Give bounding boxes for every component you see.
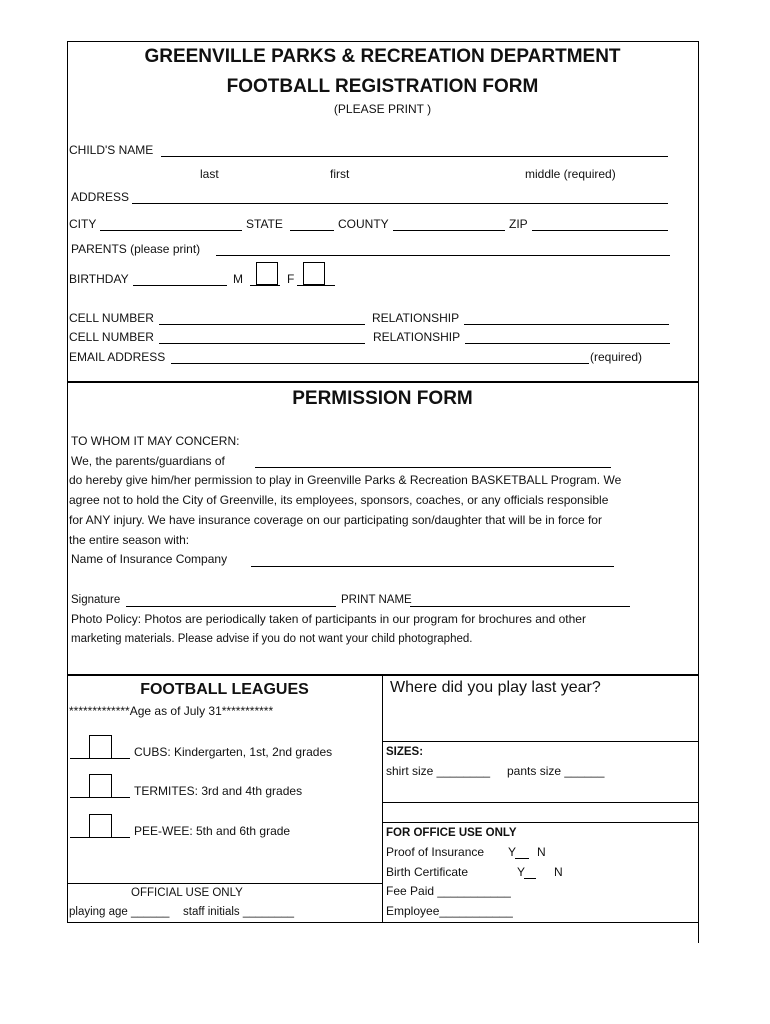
- permission-line-3: for ANY injury. We have insurance coverage on our participating son/daughter that will be in force for: [69, 513, 602, 527]
- print-name-field[interactable]: [410, 606, 630, 607]
- sizes-divider-2: [382, 822, 698, 823]
- office-use-title: FOR OFFICE USE ONLY: [386, 827, 517, 839]
- first-label: first: [330, 167, 350, 181]
- last-label: last: [200, 167, 219, 181]
- female-label: F: [287, 272, 295, 286]
- email-required-note: (required): [590, 350, 643, 364]
- address-label: ADDRESS: [71, 190, 130, 204]
- permission-line-2: agree not to hold the City of Greenville, its employees, sponsors, coaches, or any officials responsible: [69, 493, 609, 507]
- email-field[interactable]: [171, 363, 589, 364]
- birth-certificate-yes[interactable]: Y: [517, 865, 526, 879]
- childs-name-label: CHILD'S NAME: [69, 143, 154, 157]
- cell-number-label-2: CELL NUMBER: [69, 330, 154, 344]
- birth-certificate-no[interactable]: N: [554, 865, 563, 879]
- termites-checkbox[interactable]: [89, 774, 112, 798]
- city-label: CITY: [69, 217, 97, 231]
- cubs-label: CUBS: Kindergarten, 1st, 2nd grades: [134, 745, 333, 759]
- relationship-field-2[interactable]: [465, 343, 670, 344]
- state-field[interactable]: [290, 230, 334, 231]
- print-name-label: PRINT NAME: [341, 594, 412, 606]
- department-title: GREENVILLE PARKS & RECREATION DEPARTMENT: [144, 46, 621, 67]
- fee-paid-field[interactable]: Fee Paid ___________: [386, 884, 511, 898]
- birth-certificate-label: Birth Certificate: [386, 865, 469, 879]
- male-label: M: [233, 272, 243, 286]
- proof-insurance-label: Proof of Insurance: [386, 845, 485, 859]
- birthday-field[interactable]: [133, 285, 227, 286]
- cell-number-label-1: CELL NUMBER: [69, 311, 154, 325]
- peewee-checkbox[interactable]: [89, 814, 112, 838]
- state-label: STATE: [246, 217, 283, 231]
- insurance-field[interactable]: [251, 566, 614, 567]
- county-label: COUNTY: [338, 217, 389, 231]
- permission-line-1: do hereby give him/her permission to play in Greenville Parks & Recreation BASKETBALL Program. We: [69, 473, 622, 487]
- photo-policy-line-2: marketing materials. Please advise if you do not want your child photographed.: [71, 633, 473, 645]
- birthday-label: BIRTHDAY: [69, 272, 129, 286]
- cubs-checkbox[interactable]: [89, 735, 112, 759]
- proof-insurance-yes[interactable]: Y: [508, 845, 517, 859]
- leagues-column-divider: [382, 676, 383, 923]
- signature-label: Signature: [71, 594, 121, 606]
- print-note: (PLEASE PRINT ): [333, 102, 432, 116]
- permission-line-4: the entire season with:: [69, 533, 190, 547]
- relationship-label-1: RELATIONSHIP: [372, 311, 460, 325]
- playing-age-field[interactable]: playing age ______: [69, 906, 170, 918]
- signature-field[interactable]: [126, 606, 336, 607]
- zip-field[interactable]: [532, 230, 668, 231]
- male-checkbox[interactable]: [256, 262, 278, 285]
- frame-top: [67, 41, 698, 42]
- frame-right: [698, 41, 699, 943]
- staff-initials-field[interactable]: staff initials ________: [183, 906, 295, 918]
- address-field[interactable]: [132, 203, 668, 204]
- city-field[interactable]: [100, 230, 242, 231]
- sizes-divider-1: [382, 802, 698, 803]
- insurance-label: Name of Insurance Company: [71, 552, 228, 566]
- middle-label: middle (required): [525, 167, 616, 181]
- zip-label: ZIP: [509, 217, 528, 231]
- where-played-label: Where did you play last year?: [390, 679, 601, 696]
- relationship-field-1[interactable]: [464, 324, 669, 325]
- childs-name-field[interactable]: [161, 156, 668, 157]
- parents-label: PARENTS (please print): [71, 242, 201, 256]
- frame-left: [67, 41, 68, 922]
- employee-field[interactable]: Employee___________: [386, 904, 513, 918]
- leagues-title: FOOTBALL LEAGUES: [140, 681, 309, 698]
- county-field[interactable]: [393, 230, 505, 231]
- relationship-label-2: RELATIONSHIP: [373, 330, 461, 344]
- permission-title: PERMISSION FORM: [292, 388, 473, 409]
- sizes-label: SIZES:: [386, 746, 424, 758]
- female-checkbox[interactable]: [303, 262, 325, 285]
- shirt-size-field[interactable]: shirt size ________: [386, 764, 491, 778]
- parents-field[interactable]: [216, 255, 670, 256]
- frame-bottom-right: [382, 922, 698, 923]
- age-note: *************Age as of July 31***********: [69, 704, 274, 718]
- cell-number-field-1[interactable]: [159, 324, 365, 325]
- pants-size-field[interactable]: pants size ______: [507, 764, 605, 778]
- where-played-divider: [382, 741, 698, 742]
- parents-of-field[interactable]: [255, 467, 611, 468]
- official-use-title: OFFICIAL USE ONLY: [131, 887, 243, 899]
- photo-policy-line-1: Photo Policy: Photos are periodically taken of participants in our program for brochures and other: [71, 612, 586, 626]
- parents-of-label: We, the parents/guardians of: [71, 454, 225, 468]
- email-label: EMAIL ADDRESS: [69, 350, 166, 364]
- frame-bottom-left: [67, 922, 382, 923]
- section-divider-permission: [67, 381, 698, 383]
- form-title: FOOTBALL REGISTRATION FORM: [226, 76, 539, 97]
- peewee-label: PEE-WEE: 5th and 6th grade: [134, 824, 291, 838]
- to-whom-text: TO WHOM IT MAY CONCERN:: [71, 434, 240, 448]
- proof-insurance-no[interactable]: N: [537, 845, 546, 859]
- official-use-divider: [67, 883, 382, 884]
- termites-label: TERMITES: 3rd and 4th grades: [134, 784, 303, 798]
- cell-number-field-2[interactable]: [159, 343, 365, 344]
